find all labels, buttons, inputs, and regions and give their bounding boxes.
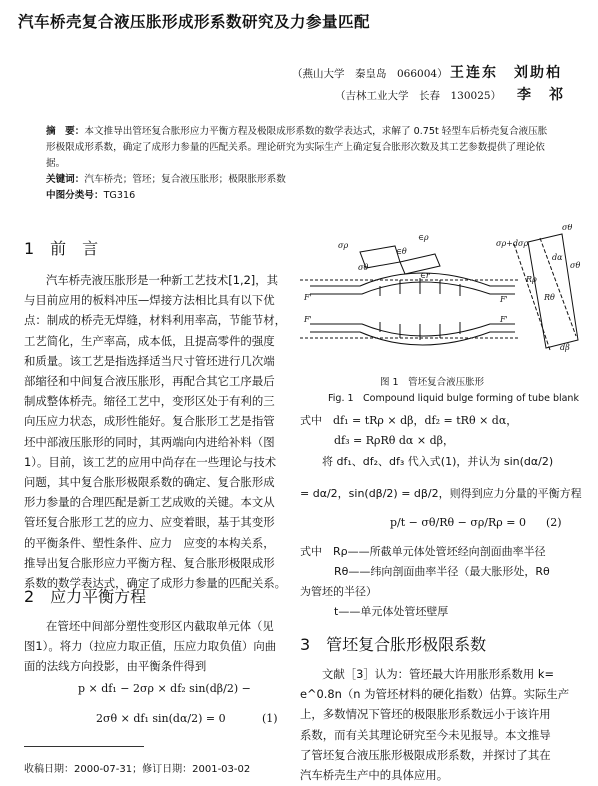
where-line-1: 式中 df₁ = tRρ × dβ，df₂ = tRθ × dα， <box>300 414 518 427</box>
abstract-block <box>46 124 556 204</box>
fig-label: dβ <box>560 343 570 352</box>
fig-label: ∈θ <box>396 247 407 256</box>
body-line: 系数，而有关其理论研究至今未见报导。本文推导 <box>300 727 551 742</box>
body-line: 问题，其中复合胀形极限系数的确定、复合胀形成 <box>24 475 275 490</box>
affiliation-2: （吉林工业大学 长春 130025） <box>335 90 502 102</box>
fig-label: F' <box>500 295 508 304</box>
section-3-body <box>300 664 576 785</box>
body-line: 文献［3］认为：管坯最大许用胀形系数用 k= <box>322 667 555 681</box>
body-line: 向压应力状态，成形性能好。复合胀形工艺是指管 <box>24 414 275 429</box>
received-date: 收稿日期：2000-07-31；修订日期：2001-03-02 <box>24 764 251 775</box>
substitution-line-2: = dα/2，sin(dβ/2) = dβ/2，则得到应力分量的平衡方程 <box>300 487 582 500</box>
fig-label: ∈r <box>420 271 430 280</box>
fig-label: Rρ <box>526 275 537 284</box>
author-names-1: 王连东 刘助柏 <box>450 65 562 81</box>
footnote-rule <box>24 746 144 747</box>
keywords-text: 汽车桥壳；管坯；复合液压胀形；极限胀形系数 <box>84 174 286 185</box>
body-line: 和质量。该工艺是指选择适当尺寸管坯进行几次端 <box>24 353 275 368</box>
fig-label: σθ <box>562 224 573 232</box>
classification-label: 中图分类号： <box>46 190 104 201</box>
where-line-2: df₃ = RρRθ dα × dβ， <box>334 434 454 447</box>
classification-number: TG316 <box>103 190 136 201</box>
body-line: 制成整体桥壳。缩径工艺中，变形区处于有利的三 <box>24 394 275 409</box>
figure-caption-en: Fig. 1 Compound liquid bulge forming of tube blank <box>328 393 579 404</box>
equation-1-number: (1) <box>262 712 278 725</box>
definition-line-2: Rθ——纬向剖面曲率半径（最大胀形处，Rθ <box>334 565 550 578</box>
equation-2-number: (2) <box>546 516 562 529</box>
body-line: 面的法线方向投影，由平衡条件得到 <box>24 659 207 674</box>
fig-label: F' <box>304 315 312 324</box>
fig-label: Rθ <box>544 293 555 302</box>
body-line: 汽车桥壳生产中的具体应用。 <box>300 768 449 783</box>
affiliation-1: （燕山大学 秦皇岛 066004） <box>292 68 448 80</box>
body-line: 系数的数学表达式，确定了成形力参量的匹配关系。 <box>24 576 286 591</box>
body-line: 形力参量的合理匹配是新工艺成败的关键。本文从 <box>24 495 275 510</box>
body-line: e^0.8n（n 为管坯材料的硬化指数）估算。实际生产 <box>300 687 570 702</box>
body-line: 了管坯复合液压胀形极限成形系数，并探讨了其在 <box>300 747 551 762</box>
keywords <box>46 172 556 188</box>
fig-label: ∈ρ <box>418 233 429 242</box>
section-3-heading: 3 管坯复合胀形极限系数 <box>300 635 487 654</box>
section-1-heading: 1 前 言 <box>24 239 99 258</box>
body-line: 1）。目前，该工艺的应用中尚存在一些理论与技术 <box>24 454 277 469</box>
body-line: 坯中部液压胀形的同时，其两端向内进给补料（图 <box>24 434 275 449</box>
abstract <box>46 124 556 172</box>
equation-1-line-b: 2σθ × df₁ sin(dα/2) = 0 <box>96 712 226 725</box>
section-1-body <box>24 270 290 593</box>
section-2-body <box>24 616 290 677</box>
classification <box>46 188 556 204</box>
body-line: 推导出复合胀形应力平衡方程、复合胀形极限成形 <box>24 555 275 570</box>
element-side-view <box>528 234 581 348</box>
body-line: 与目前应用的板料冲压—焊接方法相比具有以下优 <box>24 293 275 308</box>
body-line: 汽车桥壳液压胀形是一种新工艺技术[1,2]，其 <box>46 273 279 287</box>
figure-caption-cn: 图 1 管坯复合液压胀形 <box>380 377 485 388</box>
fig-label: σρ+dσρ <box>496 239 529 248</box>
keywords-label: 关键词： <box>46 174 85 185</box>
fig-label: dα <box>552 253 563 262</box>
fig-label: σθ <box>570 261 581 270</box>
body-line: 在管坯中间部分塑性变形区内截取单元体（见 <box>46 619 274 633</box>
paper-title: 汽车桥壳复合液压胀形成形系数研究及力参量匹配 <box>18 13 371 31</box>
abstract-text: 本文推导出管坯复合胀形应力平衡方程及极限成形系数的数学表达式，求解了 0.75t 轻型车后桥壳复合液压胀形极限成形系数，确定了成形力参量的匹配关系。理论研究为实际生产上确定复合胀形次数及其工艺参数提供了理论依据。 <box>46 126 548 169</box>
definition-line-4: t——单元体处管坯壁厚 <box>334 605 449 618</box>
abstract-label: 摘 要： <box>46 126 85 137</box>
definition-line-1: 式中 Rρ——所截单元体处管坯经向剖面曲率半径 <box>300 545 546 558</box>
fig-label: σρ <box>338 241 349 250</box>
body-line: 的平衡条件、塑性条件、应力 应变的本构关系， <box>24 535 275 550</box>
body-line: 管坯复合胀形工艺的应力、应变着眼，基于其变形 <box>24 515 275 530</box>
equation-1-line-a: p × df₁ − 2σρ × df₂ sin(dβ/2) − <box>78 682 251 695</box>
fig-label: F' <box>304 293 312 302</box>
body-line: 部缩径和中间复合液压胀形，再配合其它工序最后 <box>24 374 275 389</box>
figure-1-diagram <box>300 224 590 374</box>
fig-label: σθ <box>358 263 369 272</box>
section-2-heading: 2 应力平衡方程 <box>24 587 147 606</box>
body-line: 点：制成的桥壳无焊缝，材料利用率高，节能节材， <box>24 313 286 328</box>
body-line: 上，多数情况下管坯的极限胀形系数远小于该许用 <box>300 707 551 722</box>
body-line: 图1）。将力（拉应力取正值，压应力取负值）向曲 <box>24 639 277 654</box>
substitution-line-1: 将 df₁、df₂、df₃ 代入式(1)，并认为 sin(dα/2) <box>322 455 554 468</box>
definition-line-3: 为管坯的半径） <box>300 585 377 598</box>
equation-2: p/t − σθ/Rθ − σρ/Rρ = 0 <box>390 516 526 529</box>
body-line: 工艺简化，生产率高，成本低，且提高零件的强度 <box>24 333 275 348</box>
author-names-2: 李 祁 <box>517 87 565 103</box>
fig-label: F' <box>500 315 508 324</box>
